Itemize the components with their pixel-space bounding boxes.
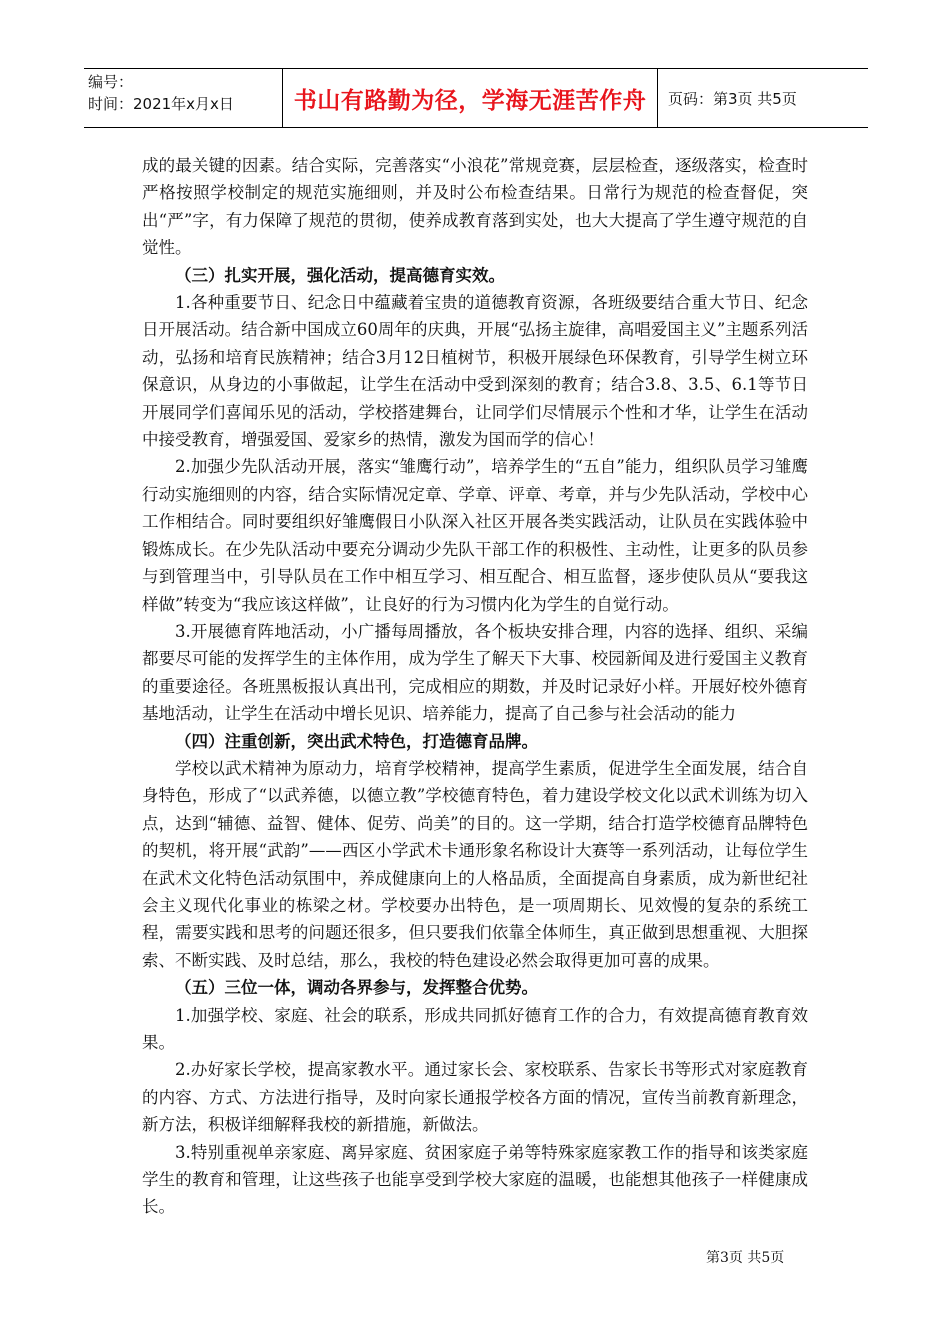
paragraph-continuation: 成的最关键的因素。结合实际，完善落实“小浪花”常规竞赛，层层检查，逐级落实，检查时严格按照学校制定的规范实施细则，并及时公布检查结果。日常行为规范的检查督促，突出“严”字，有力保障了规范的贯彻，使养成教育落到实处，也大大提高了学生遵守规范的自觉性。: [142, 156, 808, 258]
paragraph: 2.办好家长学校，提高家教水平。通过家长会、家校联系、告家长书等形式对家庭教育的内容、方式、方法进行指导，及时向家长通报学校各方面的情况，宣传当前教育新理念，新方法，积极详细解释我校的新措施，新做法。: [142, 1060, 808, 1135]
document-date: 时间：2021年x月x日: [88, 95, 234, 113]
page-footer: 第3页 共5页: [706, 1250, 785, 1266]
paragraph: 3.开展德育阵地活动，小广播每周播放，各个板块安排合理，内容的选择、组织、采编都要尽可能的发挥学生的主体作用，成为学生了解天下大事、校园新闻及进行爱国主义教育的重要途径。各班黑板报认真出刊，完成相应的期数，并及时记录好小样。开展好校外德育基地活动，让学生在活动中增长见识、培养能力，提高了自己参与社会活动的能力: [142, 621, 808, 724]
document-number-label: 编号：: [88, 73, 134, 91]
header-motto: 书山有路勤为径，学海无涯苦作舟: [283, 69, 658, 127]
paragraph: 2.加强少先队活动开展，落实“雏鹰行动”，培养学生的“五自”能力，组织队员学习雏鹰行动实施细则的内容，结合实际情况定章、学章、评章、考章，并与少先队活动，学校中心工作相结合。同时要组织好雏鹰假日小队深入社区开展各类实践活动，让队员在实践体验中锻炼成长。在少先队活动中要充分调动少先队干部工作的积极性、主动性，让更多的队员参与到管理当中，引导队员在工作中相互学习、相互配合、相互监督，逐步使队员从“要我这样做”转变为“我应该这样做”，让良好的行为习惯内化为学生的自觉行动。: [142, 457, 808, 614]
section-heading-4: （四）注重创新，突出武术特色，打造德育品牌。: [175, 731, 538, 751]
header-page-code: 页码：第3页 共5页: [668, 89, 797, 108]
paragraph: 学校以武术精神为原动力，培育学校精神，提高学生素质，促进学生全面发展，结合自身特色，形成了“以武养德，以德立教”学校德育特色，着力建设学校文化以武术训练为切入点，达到“辅德、益智、健体、促劳、尚美”的目的。这一学期，结合打造学校德育品牌特色的契机，将开展“武韵”——西区小学武术卡通形象名称设计大赛等一系列活动，让每位学生在武术文化特色活动氛围中，养成健康向上的人格品质，全面提高自身素质，成为新世纪社会主义现代化事业的栋梁之材。学校要办出特色，是一项周期长、见效慢的复杂的系统工程，需要实践和思考的问题还很多，但只要我们依靠全体师生，真正做到思想重视、大胆探索、不断实践、及时总结，那么，我校的特色建设必然会取得更加可喜的成果。: [142, 758, 808, 970]
paragraph: 3.特别重视单亲家庭、离异家庭、贫困家庭子弟等特殊家庭家教工作的指导和该类家庭学生的教育和管理，让这些孩子也能享受到学校大家庭的温暖，也能想其他孩子一样健康成长。: [142, 1142, 808, 1217]
section-heading-5: （五）三位一体，调动各界参与，发挥整合优势。: [175, 978, 538, 998]
paragraph: 1.加强学校、家庭、社会的联系，形成共同抓好德育工作的合力，有效提高德育教育效果。: [142, 1005, 808, 1052]
section-heading-3: （三）扎实开展，强化活动，提高德育实效。: [175, 265, 505, 285]
header-meta-cell: [84, 69, 283, 127]
document-body: [142, 152, 808, 1221]
document-header: [84, 68, 868, 128]
paragraph: 1.各种重要节日、纪念日中蕴藏着宝贵的道德教育资源，各班级要结合重大节日、纪念日开展活动。结合新中国成立60周年的庆典，开展“弘扬主旋律，高唱爱国主义”主题系列活动，弘扬和培育民族精神；结合3月12日植树节，积极开展绿色环保教育，引导学生树立环保意识，从身边的小事做起，让学生在活动中受到深刻的教育；结合3.8、3.5、6.1等节日开展同学们喜闻乐见的活动，学校搭建舞台，让同学们尽情展示个性和才华，让学生在活动中接受教育，增强爱国、爱家乡的热情，激发为国而学的信心！: [142, 293, 808, 450]
